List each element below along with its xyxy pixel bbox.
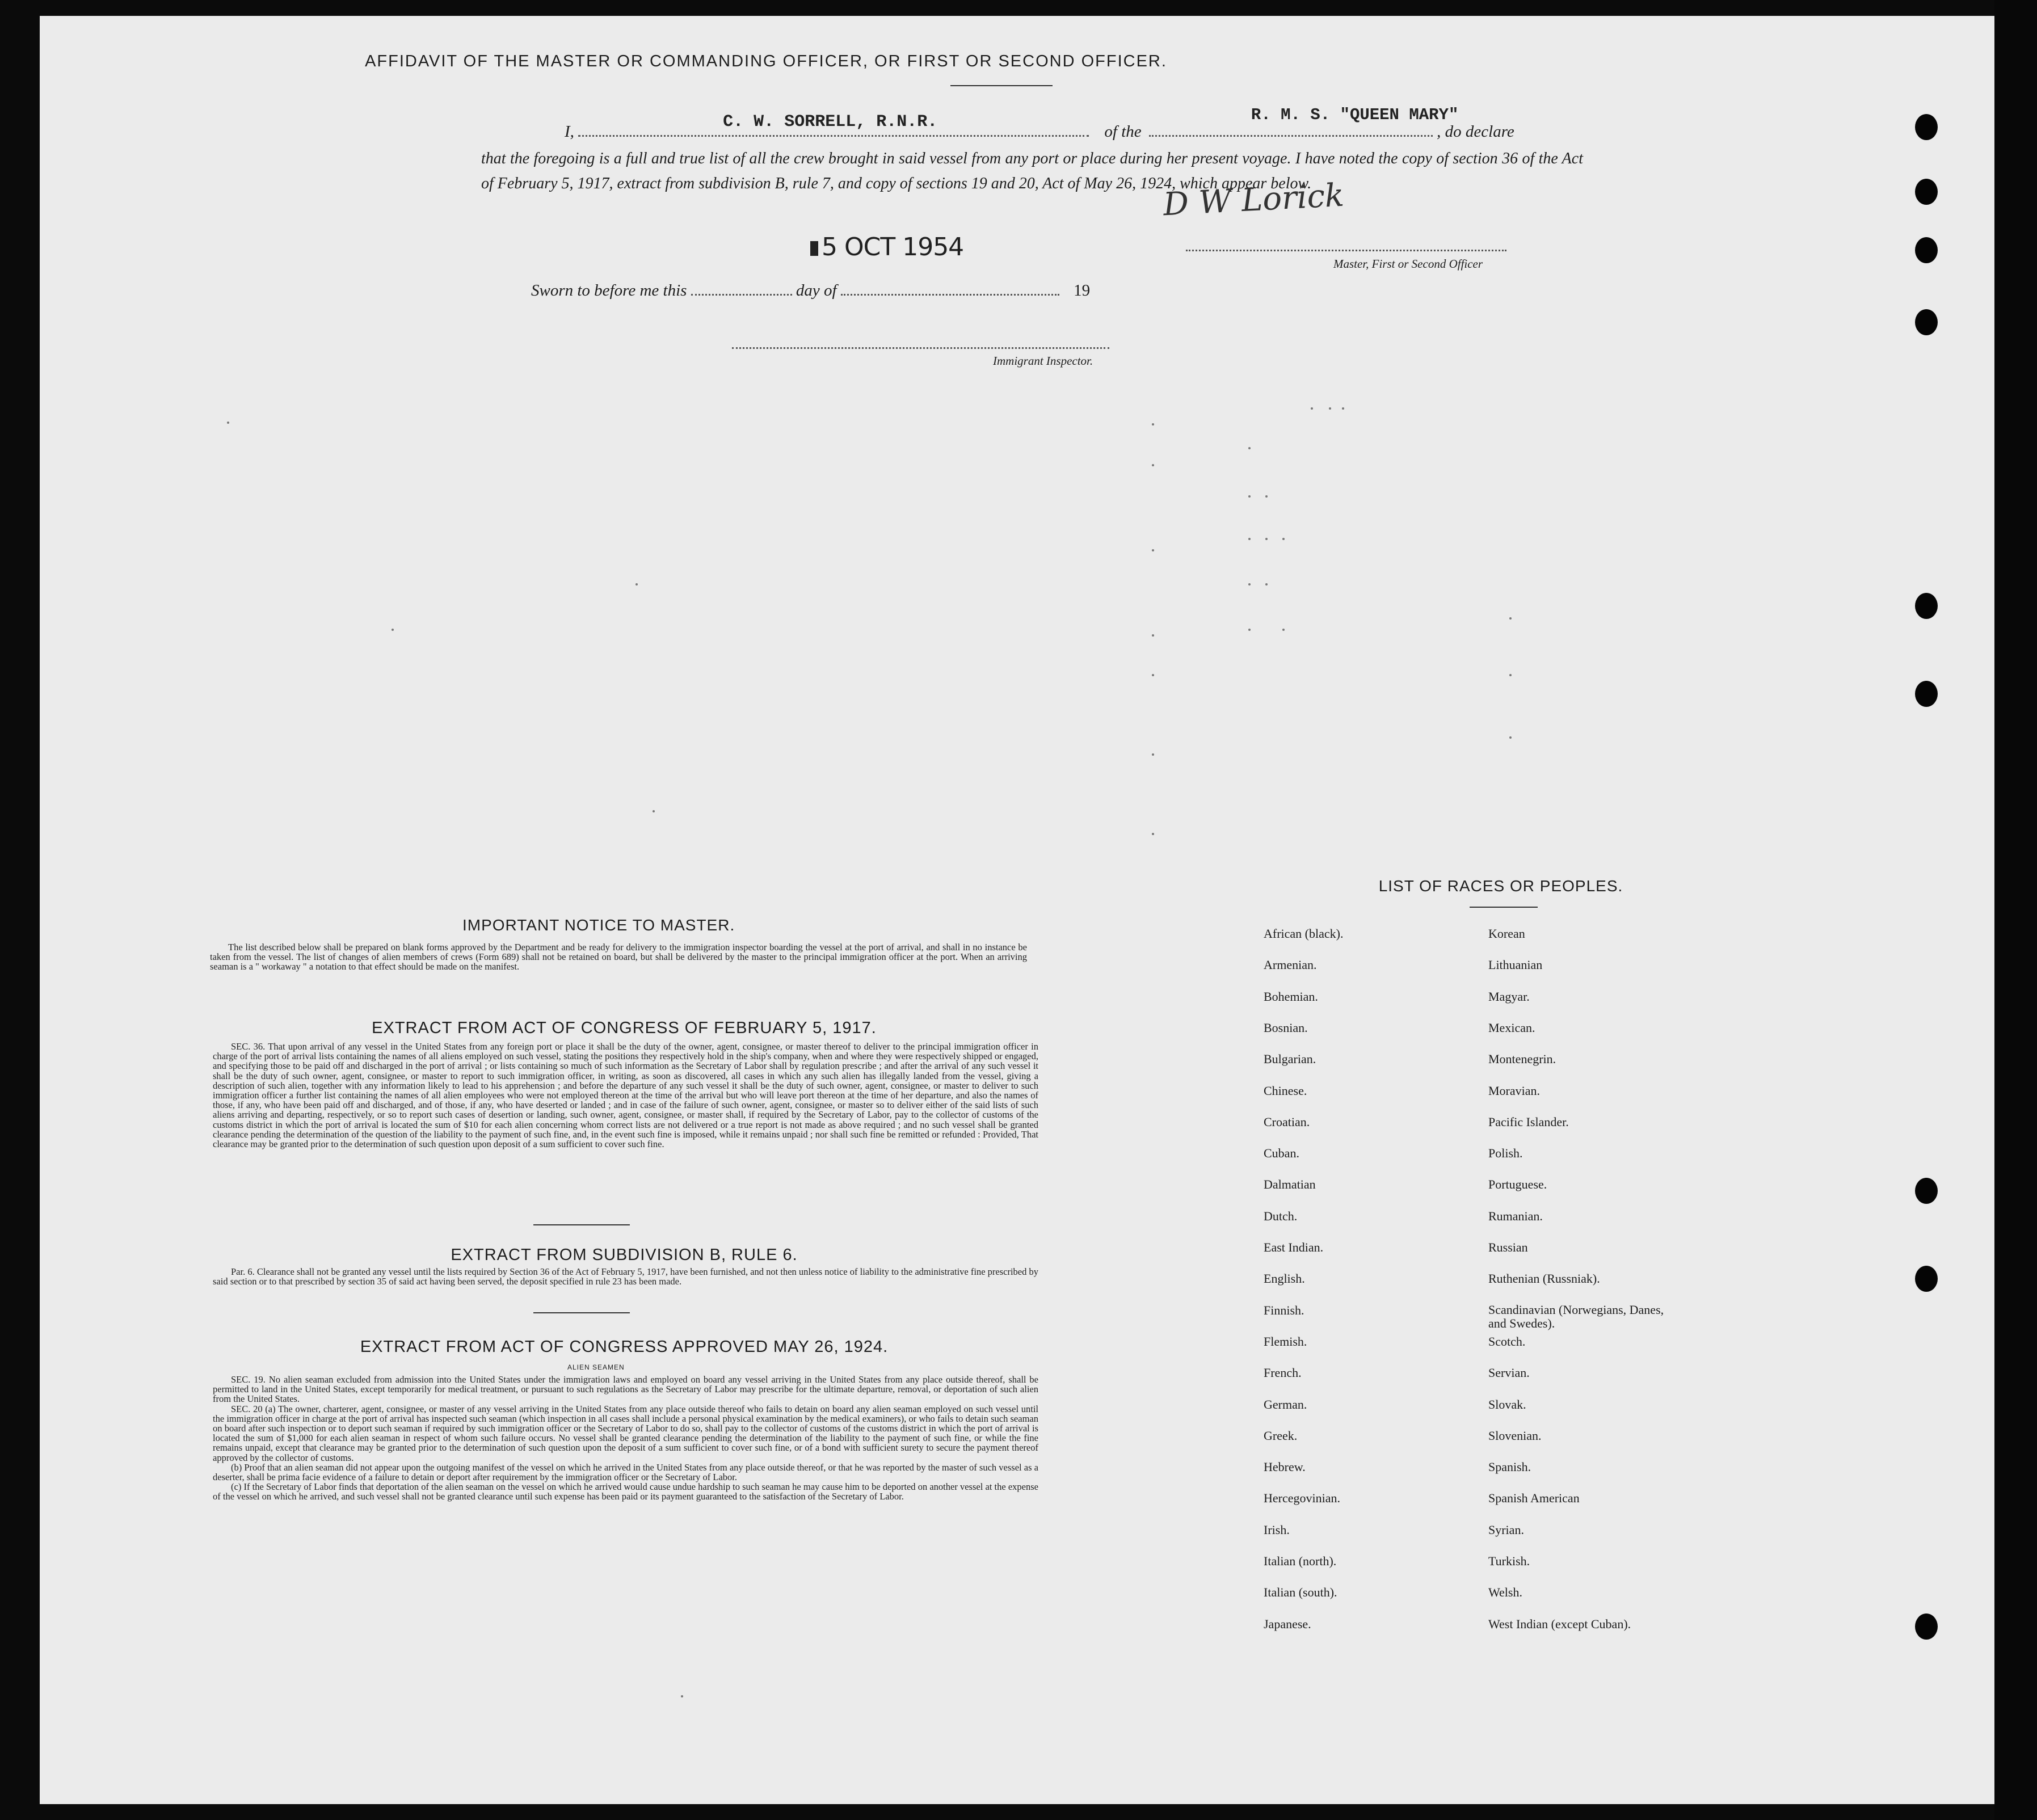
speck [1248,495,1251,498]
race-item: Montenegrin. [1488,1052,1556,1067]
date-stamp-text: 5 OCT 1954 [822,233,964,262]
speck [1509,736,1512,739]
race-item: Cuban. [1264,1146,1299,1161]
speck [681,1695,683,1697]
race-item: Italian (north). [1264,1554,1337,1568]
officer-name: C. W. SORRELL, R.N.R. [723,112,938,132]
extract-1924-title: EXTRACT FROM ACT OF CONGRESS APPROVED MAY 26, 1924. [360,1338,889,1356]
speck [1282,629,1285,631]
race-item: Dalmatian [1264,1177,1316,1192]
race-item: Ruthenian (Russniak). [1488,1271,1600,1286]
race-item: Dutch. [1264,1208,1298,1223]
speck [635,583,638,585]
inspector-signature-line [732,335,1109,349]
races-underline [1470,907,1538,908]
sworn-year: 19 [1074,281,1091,300]
race-item: Armenian. [1264,958,1317,972]
vessel-name: R. M. S. "QUEEN MARY" [1251,106,1459,124]
stamp-mark-icon [810,241,818,256]
extract-1924-subtitle: ALIEN SEAMEN [567,1363,625,1371]
affidavit-title: AFFIDAVIT OF THE MASTER OR COMMANDING OFFICER, OR FIRST OR SECOND OFFICER. [365,52,1167,70]
document-page [40,16,1994,1804]
race-item: West Indian (except Cuban). [1488,1616,1631,1631]
speck [1282,538,1285,540]
speck [1329,407,1331,410]
divider [533,1224,630,1225]
speck [1152,753,1154,756]
speck [1248,583,1251,585]
speck [1152,423,1154,425]
race-item: Chinese. [1264,1083,1307,1098]
race-item: Polish. [1488,1146,1523,1161]
race-item: Scotch. [1488,1334,1526,1349]
punch-hole [1915,114,1938,140]
race-item: Hercegovinian. [1264,1491,1340,1506]
speck [1509,674,1512,676]
race-item: French. [1264,1366,1302,1380]
race-item: Magyar. [1488,989,1530,1004]
sec-20b-paragraph: (b) Proof that an alien seaman did not appear upon the outgoing manifest of the vessel on which he arrived in the United States from any place outside thereof, or that he was reported by the master of such vessel as a deserter, shall be prima facie evidence of a failure to detain or deport after requirement by the immigration officer or the Secretary of Labor. [213,1461,1038,1483]
inspector-caption: Immigrant Inspector. [993,354,1093,368]
speck [1311,407,1313,410]
race-item: East Indian. [1264,1240,1324,1254]
speck [1248,629,1251,631]
punch-hole [1915,309,1938,335]
speck [653,810,655,812]
race-item: Bohemian. [1264,989,1318,1004]
race-item: Finnish. [1264,1303,1304,1317]
punch-hole [1915,1266,1938,1292]
officer-name-field [578,112,1089,137]
sworn-line [531,281,1090,300]
extract-rule6-title: EXTRACT FROM SUBDIVISION B, RULE 6. [451,1246,798,1264]
scan-border [1994,0,2037,1820]
notice-text [210,942,1027,972]
speck [1152,674,1154,676]
speck [1342,407,1344,410]
race-item: Spanish American [1488,1491,1580,1506]
race-item: Russian [1488,1240,1528,1254]
race-item: African (black). [1264,926,1344,941]
title-underline [950,85,1053,86]
sworn-day-label: day of [796,281,837,300]
speck [1265,495,1268,498]
extract-1924-text [213,1375,1038,1502]
race-item: Flemish. [1264,1334,1307,1349]
race-item: Servian. [1488,1366,1530,1380]
race-item: Greek. [1264,1428,1298,1443]
race-item: Portuguese. [1488,1177,1547,1192]
race-item: Irish. [1264,1522,1290,1537]
race-item: Scandinavian (Norwegians, Danes, and Swedes). [1488,1302,1664,1330]
sec-19-paragraph: SEC. 19. No alien seaman excluded from admission into the United States under the immigration laws and employed on board any vessel arriving in the United States from any place outside thereof, shall be permitted to land in the United States, except temporarily for medical treatment, or pursuant to such regulations as the Secretary of Labor may prescribe for the ultimate departure, removal, or deportation of such alien from the United States. [213,1374,1038,1405]
divider [533,1312,630,1313]
sec-20c-paragraph: (c) If the Secretary of Labor finds that deportation of the alien seaman on the vessel on which he arrived would cause undue hardship to such seaman he may cause him to be deported on another vessel at the expense of the vessel on which he arrived, and such vessel shall not be granted clearance until such expense has been paid or its payment guaranteed to the satisfaction of the Secretary of Labor. [213,1481,1038,1502]
extract-1917-title: EXTRACT FROM ACT OF CONGRESS OF FEBRUARY 5, 1917. [372,1019,877,1037]
signature-line [1186,237,1506,251]
extract-1917-paragraph: SEC. 36. That upon arrival of any vessel in the United States from any foreign port or place it shall be the duty of the owner, agent, consignee, or master thereof to deliver to the principal immigration officer in charge of the port of arrival lists containing the names of all aliens employed on such vessel, stating the positions they respectively hold in the ship's company, when and where they were respectively shipped or engaged, and specifying those to be paid off and discharged in the port of arrival ; or lists containing so much of such information as the Secretary of Labor shall by regulation prescribe ; and after the arrival of any such vessel it shall be the duty of such owner, agent, consignee, or master to report to such immigration officer, in writing, as soon as discovered, all cases in which any such alien has illegally landed from the vessel, giving a description of such alien, together with any information likely to lead to his apprehension ; and before the departure of any such vessel it shall be the duty of such owner, agent, consignee, or master to deliver to such immigration officer a further list containing the names of all alien employees who were not employed thereon at the time of the arrival but who will leave port thereon at the time of her departure, and also the names of those, if any, who have been paid off and discharged, and of those, if any, who have deserted or landed ; and in case of the failure of such owner, agent, consignee, or master so to deliver either of the said lists of such aliens arriving and departing, respectively, or so to report such cases of desertion or landing, such owner, agent, consignee, or master shall, if required by the Secretary of Labor, pay to the collector of customs of the customs district in which the port of arrival is located the sum of $10 for each alien concerning whom correct lists are not delivered or a true report is not made as above required ; and no such vessel shall be granted clearance pending the determination of the question of the liability to the payment of such fine, and, in the event such fine is imposed, while it remains unpaid ; nor shall such fine be remitted or refunded : Provided, That clearance may be granted prior to the determination of such question upon deposit of a sum sufficient to cover such fine. [213,1041,1038,1150]
race-item: Croatian. [1264,1114,1310,1129]
race-item: English. [1264,1271,1305,1286]
date-stamp [810,233,963,262]
extract-1917-text [213,1042,1038,1149]
notice-title: IMPORTANT NOTICE TO MASTER. [462,916,735,934]
speck [1152,549,1154,551]
race-item: Moravian. [1488,1083,1541,1098]
race-item: Turkish. [1488,1554,1530,1568]
punch-hole [1915,1613,1938,1640]
race-item: Lithuanian [1488,958,1543,972]
do-declare-label: , do declare [1437,123,1514,141]
race-item: Italian (south). [1264,1585,1337,1600]
speck [1265,538,1268,540]
notice-paragraph: The list described below shall be prepared on blank forms approved by the Department and be ready for delivery to the immigration inspector boarding the vessel at the port of arrival, and shall in no instance be taken from the vessel. The list of changes of alien members of crews (Form 689) shall not be retained on board, but shall be delivered by the master to the principal immigration officer at the port. When an arriving seaman is a " workaway " a notation to that effect should be made on the manifest. [210,942,1027,972]
races-title: LIST OF RACES OR PEOPLES. [1378,877,1623,895]
speck [1248,538,1251,540]
race-item: Slovenian. [1488,1428,1542,1443]
race-item: Bulgarian. [1264,1052,1316,1067]
of-the-label: of the [1104,123,1142,141]
speck [1152,833,1154,835]
race-item: Slovak. [1488,1397,1526,1412]
vessel-name-field [1149,106,1459,137]
speck [1509,617,1512,620]
speck [1152,634,1154,637]
race-item: Japanese. [1264,1616,1311,1631]
extract-rule6-text [213,1267,1038,1286]
officer-signature: D W Lorick [1162,176,1345,224]
speck [1248,447,1251,449]
sworn-day-field [691,281,792,296]
punch-hole [1915,681,1938,707]
race-item: Hebrew. [1264,1460,1306,1474]
punch-hole [1915,1178,1938,1204]
race-item: Mexican. [1488,1020,1535,1035]
speck [392,629,394,631]
punch-hole [1915,593,1938,619]
sec-20a-paragraph: SEC. 20 (a) The owner, charterer, agent, consignee, or master of any vessel arriving in the United States from any place outside thereof who fails to detain on board any alien seaman employed on such vessel until the immigration officer in charge at the port of arrival has inspected such seaman (which inspection in all cases shall include a personal physical examination by the medical examiners), or who fails to detain such seaman on board after such inspection or to deport such seaman if required by such immigration officer or the Secretary of Labor to do so, shall pay to the collector of customs of the customs district in which the port of arrival is located the sum of $1,000 for each alien seaman in respect of whom such failure occurs. No vessel shall be granted clearance pending the determination of the liability to the payment of such fine, or while the fine remains unpaid, except that clearance may be granted prior to the determination of such question upon the deposit of a sum sufficient to cover such fine, or of a bond with sufficient surety to secure the payment thereof approved by the collector of customs. [213,1403,1038,1463]
affidavit-line-1 [565,106,1514,141]
speck [1265,583,1268,585]
race-item: Syrian. [1488,1522,1524,1537]
race-item: Spanish. [1488,1460,1531,1474]
race-item: German. [1264,1397,1307,1412]
sworn-month-field [841,281,1059,296]
race-item: Welsh. [1488,1585,1522,1600]
extract-rule6-paragraph: Par. 6. Clearance shall not be granted any vessel until the lists required by Section 36 of the Act of February 5, 1917, have been furnished, and not then unless notice of liability to the administrative fine prescribed by said section or to that prescribed by section 35 of said act having been served, the deposit specified in rule 23 has been made. [213,1266,1038,1287]
affidavit-body: that the foregoing is a full and true list of all the crew brought in said vessel from any port or place during her present voyage. I have noted the copy of section 36 of the Act of February 5, 1917, extract from subdivision B, rule 7, and copy of sections 19 and 20, Act of May 26, 1924, which appear below. [481,150,1583,192]
race-item: Pacific Islander. [1488,1114,1569,1129]
i-word: I, [565,123,574,141]
sworn-prefix: Sworn to before me this [531,281,687,300]
race-item: Korean [1488,926,1525,941]
punch-hole [1915,237,1938,263]
signature-caption: Master, First or Second Officer [1333,257,1483,271]
race-item: Rumanian. [1488,1208,1543,1223]
race-item: Bosnian. [1264,1020,1308,1035]
punch-hole [1915,179,1938,205]
speck [1152,464,1154,466]
speck [227,422,229,424]
